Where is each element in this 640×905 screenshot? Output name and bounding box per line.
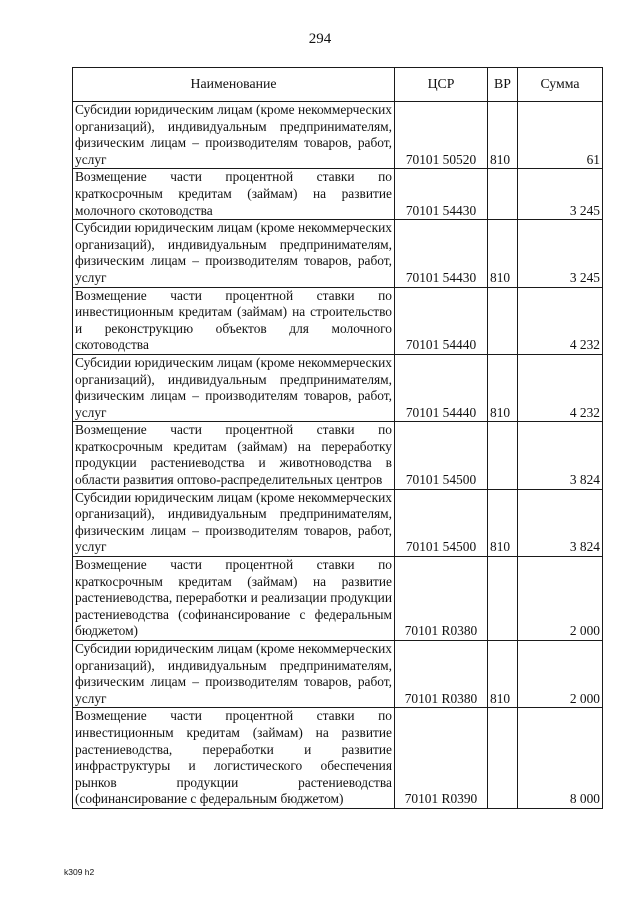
table-row [73,287,603,354]
row-sum: 2 000 [518,557,603,641]
row-name: Субсидии юридическим лицам (кроме некоммерческих организаций), индивидуальным предпринимателям, физическим лицам – производителям товаров, работ, услуг [73,489,395,556]
row-vr [488,557,518,641]
row-csr: 70101 54430 [395,220,488,287]
row-vr: 810 [488,489,518,556]
row-name: Субсидии юридическим лицам (кроме некоммерческих организаций), индивидуальным предпринимателям, физическим лицам – производителям товаров, работ, услуг [73,354,395,421]
row-sum: 3 824 [518,422,603,489]
row-vr [488,422,518,489]
row-sum: 4 232 [518,354,603,421]
row-name: Возмещение части процентной ставки по краткосрочным кредитам (займам) на развитие растениеводства, переработки и реализации продукции растениеводства (софинансирование с федеральным бюджетом) [73,557,395,641]
row-csr: 70101 50520 [395,102,488,169]
row-vr: 810 [488,102,518,169]
row-vr: 810 [488,220,518,287]
table-row [73,708,603,809]
row-name: Субсидии юридическим лицам (кроме некоммерческих организаций), индивидуальным предпринимателям, физическим лицам – производителям товаров, работ, услуг [73,641,395,708]
row-vr: 810 [488,641,518,708]
row-csr: 70101 54440 [395,354,488,421]
row-sum: 3 245 [518,220,603,287]
row-csr: 70101 R0390 [395,708,488,809]
row-name: Субсидии юридическим лицам (кроме некоммерческих организаций), индивидуальным предпринимателям, физическим лицам – производителям товаров, работ, услуг [73,102,395,169]
row-vr: 810 [488,354,518,421]
table-row [73,557,603,641]
header-csr: ЦСР [395,68,488,102]
row-sum: 8 000 [518,708,603,809]
table-row [73,422,603,489]
table-header-row [73,68,603,102]
row-csr: 70101 54500 [395,422,488,489]
row-csr: 70101 54500 [395,489,488,556]
table-row [73,489,603,556]
table-row [73,354,603,421]
row-name: Возмещение части процентной ставки по краткосрочным кредитам (займам) на переработку продукции растениеводства и животноводства в области развития оптово-распределительных центров [73,422,395,489]
header-name: Наименование [73,68,395,102]
table-row [73,102,603,169]
row-name: Возмещение части процентной ставки по краткосрочным кредитам (займам) на развитие молочного скотоводства [73,169,395,220]
row-csr: 70101 R0380 [395,557,488,641]
table-row [73,641,603,708]
row-name: Субсидии юридическим лицам (кроме некоммерческих организаций), индивидуальным предпринимателям, физическим лицам – производителям товаров, работ, услуг [73,220,395,287]
header-vr: ВР [488,68,518,102]
document-code: k309 h2 [64,867,95,877]
row-sum: 2 000 [518,641,603,708]
row-vr [488,708,518,809]
header-sum: Сумма [518,68,603,102]
row-sum: 61 [518,102,603,169]
budget-table [72,67,603,809]
row-sum: 3 245 [518,169,603,220]
row-csr: 70101 54440 [395,287,488,354]
row-csr: 70101 R0380 [395,641,488,708]
row-vr [488,287,518,354]
row-sum: 3 824 [518,489,603,556]
row-vr [488,169,518,220]
row-csr: 70101 54430 [395,169,488,220]
row-name: Возмещение части процентной ставки по инвестиционным кредитам (займам) на развитие растениеводства, переработки и развитие инфраструктуры и логистического обеспечения рынков продукции растениеводства (софинансирование с федеральным бюджетом) [73,708,395,809]
row-sum: 4 232 [518,287,603,354]
row-name: Возмещение части процентной ставки по инвестиционным кредитам (займам) на строительство и реконструкцию объектов для молочного скотоводства [73,287,395,354]
page-number: 294 [308,31,332,47]
table-row [73,220,603,287]
table-row [73,169,603,220]
